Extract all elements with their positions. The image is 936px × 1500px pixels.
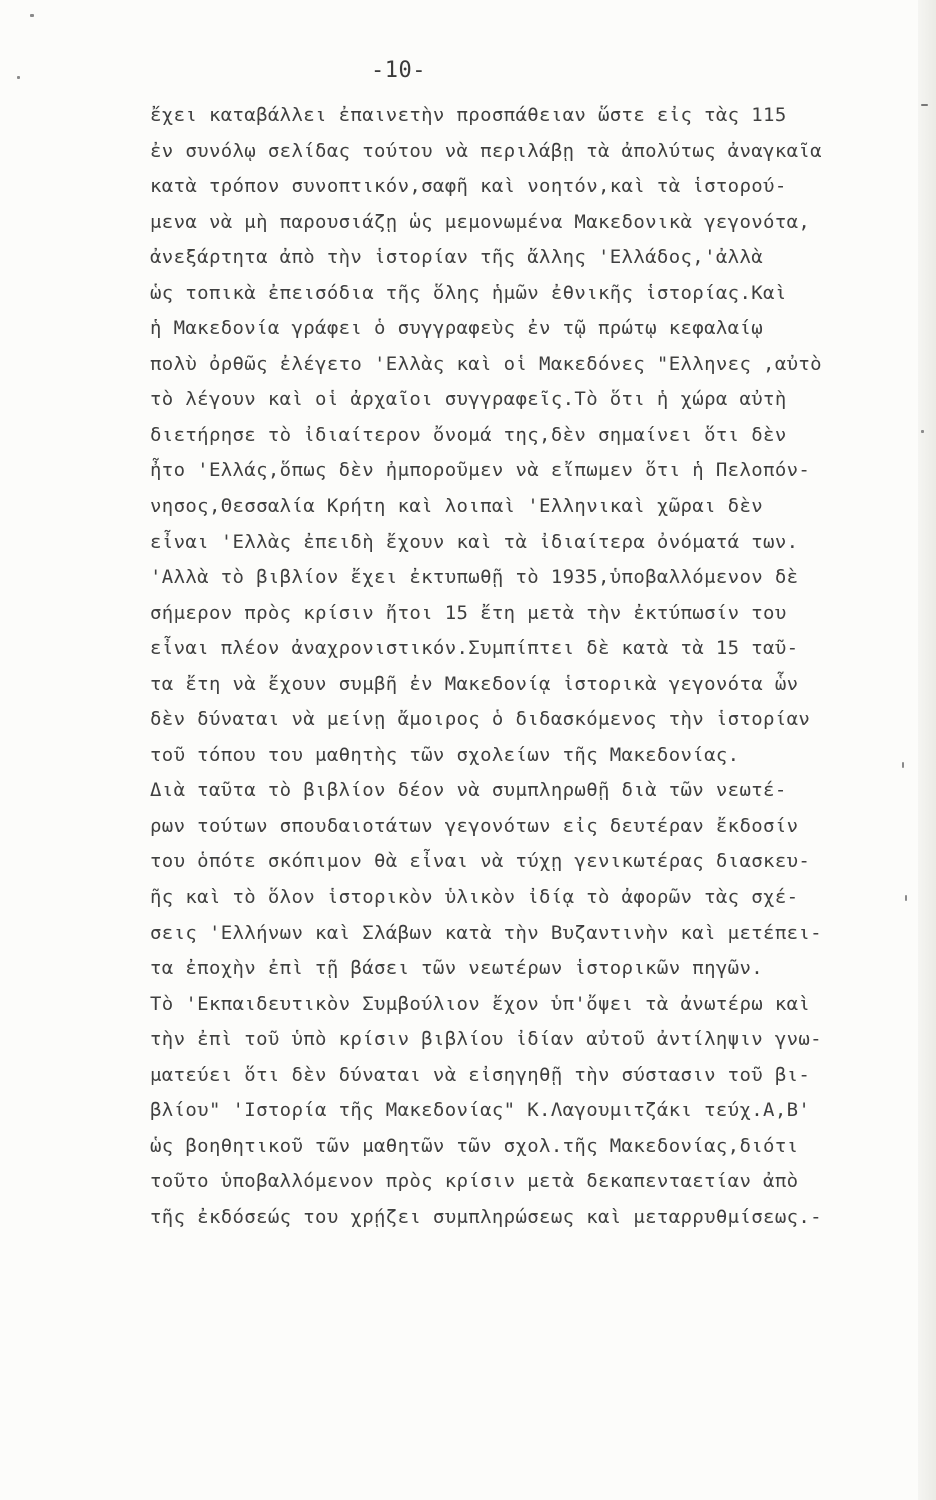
text-line: πολὺ ὀρθῶς ἐλέγετο 'Ελλὰς καὶ οἱ Μακεδόνες "Ελληνες ,αὐτὸ xyxy=(150,352,822,375)
text-line: τοῦ τόπου του μαθητὴς τῶν σχολείων τῆς Μακεδονίας. xyxy=(150,743,740,766)
text-line: διετήρησε τὸ ἰδιαίτερον ὄνομά της,δὲν σημαίνει ὅτι δὲν xyxy=(150,423,787,446)
scan-mark-right-edge-2 xyxy=(921,430,924,433)
text-line: εἶναι πλέον ἀναχρονιστικόν.Συμπίπτει δὲ κατὰ τὰ 15 ταῦ- xyxy=(150,637,799,660)
text-line: νησος,Θεσσαλία Κρήτη καὶ λοιπαὶ 'Ελληνικαὶ χῶραι δὲν xyxy=(150,495,764,518)
text-line: Τὸ 'Εκπαιδευτικὸν Συμβούλιον ἔχον ὑπ'ὄψει τὰ ἀνωτέρω καὶ xyxy=(150,992,811,1015)
text-line: ἐν συνόλῳ σελίδας τούτου νὰ περιλάβῃ τὰ ἀπολύτως ἀναγκαῖα xyxy=(150,139,822,162)
text-line: μενα νὰ μὴ παρουσιάζῃ ὡς μεμονωμένα Μακεδονικὰ γεγονότα, xyxy=(150,210,811,233)
text-line: τοῦτο ὑποβαλλόμενον πρὸς κρίσιν μετὰ δεκαπενταετίαν ἀπὸ xyxy=(150,1170,799,1193)
text-line: τα ἐποχὴν ἐπὶ τῇ βάσει τῶν νεωτέρων ἱστορικῶν πηγῶν. xyxy=(150,957,764,980)
text-line: τα ἔτη νὰ ἔχουν συμβῆ ἐν Μακεδονίᾳ ἱστορικὰ γεγονότα ὧν xyxy=(150,672,799,695)
text-line: ὡς τοπικὰ ἐπεισόδια τῆς ὅλης ἡμῶν ἐθνικῆς ἱστορίας.Καὶ xyxy=(150,281,787,304)
text-line: ἀνεξάρτητα ἀπὸ τὴν ἱστορίαν τῆς ἄλλης 'Ελλάδος,'ἀλλὰ xyxy=(150,246,764,269)
text-line: Διὰ ταῦτα τὸ βιβλίον δέον νὰ συμπληρωθῇ διὰ τῶν νεωτέ- xyxy=(150,779,787,802)
text-line: δὲν δύναται νὰ μείνῃ ἄμοιρος ὁ διδασκόμενος τὴν ἱστορίαν xyxy=(150,708,811,731)
text-line: τῆς ἐκδόσεώς του χρῄζει συμπληρώσεως καὶ μεταρρυθμίσεως.- xyxy=(150,1205,822,1228)
text-line: ἡ Μακεδονία γράφει ὁ συγγραφεὺς ἐν τῷ πρώτῳ κεφαλαίῳ xyxy=(150,317,764,340)
text-line: κατὰ τρόπον συνοπτικόν,σαφῆ καὶ νοητόν,καὶ τὰ ἱστορού- xyxy=(150,175,787,198)
text-line: τὸ λέγουν καὶ οἱ ἀρχαῖοι συγγραφεῖς.Τὸ ὅτι ἡ χώρα αὐτὴ xyxy=(150,388,787,411)
page-number: -10- xyxy=(371,58,426,83)
text-line: σεις 'Ελλήνων καὶ Σλάβων κατὰ τὴν Βυζαντινὴν καὶ μετέπει- xyxy=(150,921,822,944)
scan-speck-left xyxy=(17,76,20,79)
text-line: ὡς βοηθητικοῦ τῶν μαθητῶν τῶν σχολ.τῆς Μακεδονίας,διότι xyxy=(150,1134,799,1157)
text-line: ἦτο 'Ελλάς,ὅπως δὲν ἠμποροῦμεν νὰ εἴπωμεν ὅτι ἡ Πελοπόν- xyxy=(150,459,811,482)
text-line: ρων τούτων σπουδαιοτάτων γεγονότων εἰς δευτέραν ἔκδοσίν xyxy=(150,814,799,837)
text-line: 'Αλλὰ τὸ βιβλίον ἔχει ἐκτυπωθῇ τὸ 1935,ὑποβαλλόμενον δὲ xyxy=(150,566,799,589)
text-line: τὴν ἐπὶ τοῦ ὑπὸ κρίσιν βιβλίου ἰδίαν αὐτοῦ ἀντίληψιν γνω- xyxy=(150,1028,822,1051)
scan-speck-top-left xyxy=(30,14,34,17)
text-line: σήμερον πρὸς κρίσιν ἤτοι 15 ἔτη μετὰ τὴν ἐκτύπωσίν του xyxy=(150,601,787,624)
text-line: βλίου" 'Ιστορία τῆς Μακεδονίας" Κ.Λαγουμιτζάκι τεύχ.Α,Β' xyxy=(150,1099,811,1122)
text-line: του ὁπότε σκόπιμον θὰ εἶναι νὰ τύχῃ γενικωτέρας διασκευ- xyxy=(150,850,811,873)
typed-letter-body xyxy=(150,98,910,1236)
page-edge-shadow xyxy=(918,0,936,1500)
text-line: ματεύει ὅτι δὲν δύναται νὰ εἰσηγηθῇ τὴν σύστασιν τοῦ βι- xyxy=(150,1063,811,1086)
text-line: εἶναι 'Ελλὰς ἐπειδὴ ἔχουν καὶ τὰ ἰδιαίτερα ὀνόματά των. xyxy=(150,530,799,553)
scan-mark-right-edge xyxy=(921,104,928,106)
text-line: ἔχει καταβάλλει ἐπαινετὴν προσπάθειαν ὥστε εἰς τὰς 115 xyxy=(150,104,787,126)
text-line: ῆς καὶ τὸ ὅλον ἱστορικὸν ὑλικὸν ἰδίᾳ τὸ ἀφορῶν τὰς σχέ- xyxy=(150,886,799,909)
